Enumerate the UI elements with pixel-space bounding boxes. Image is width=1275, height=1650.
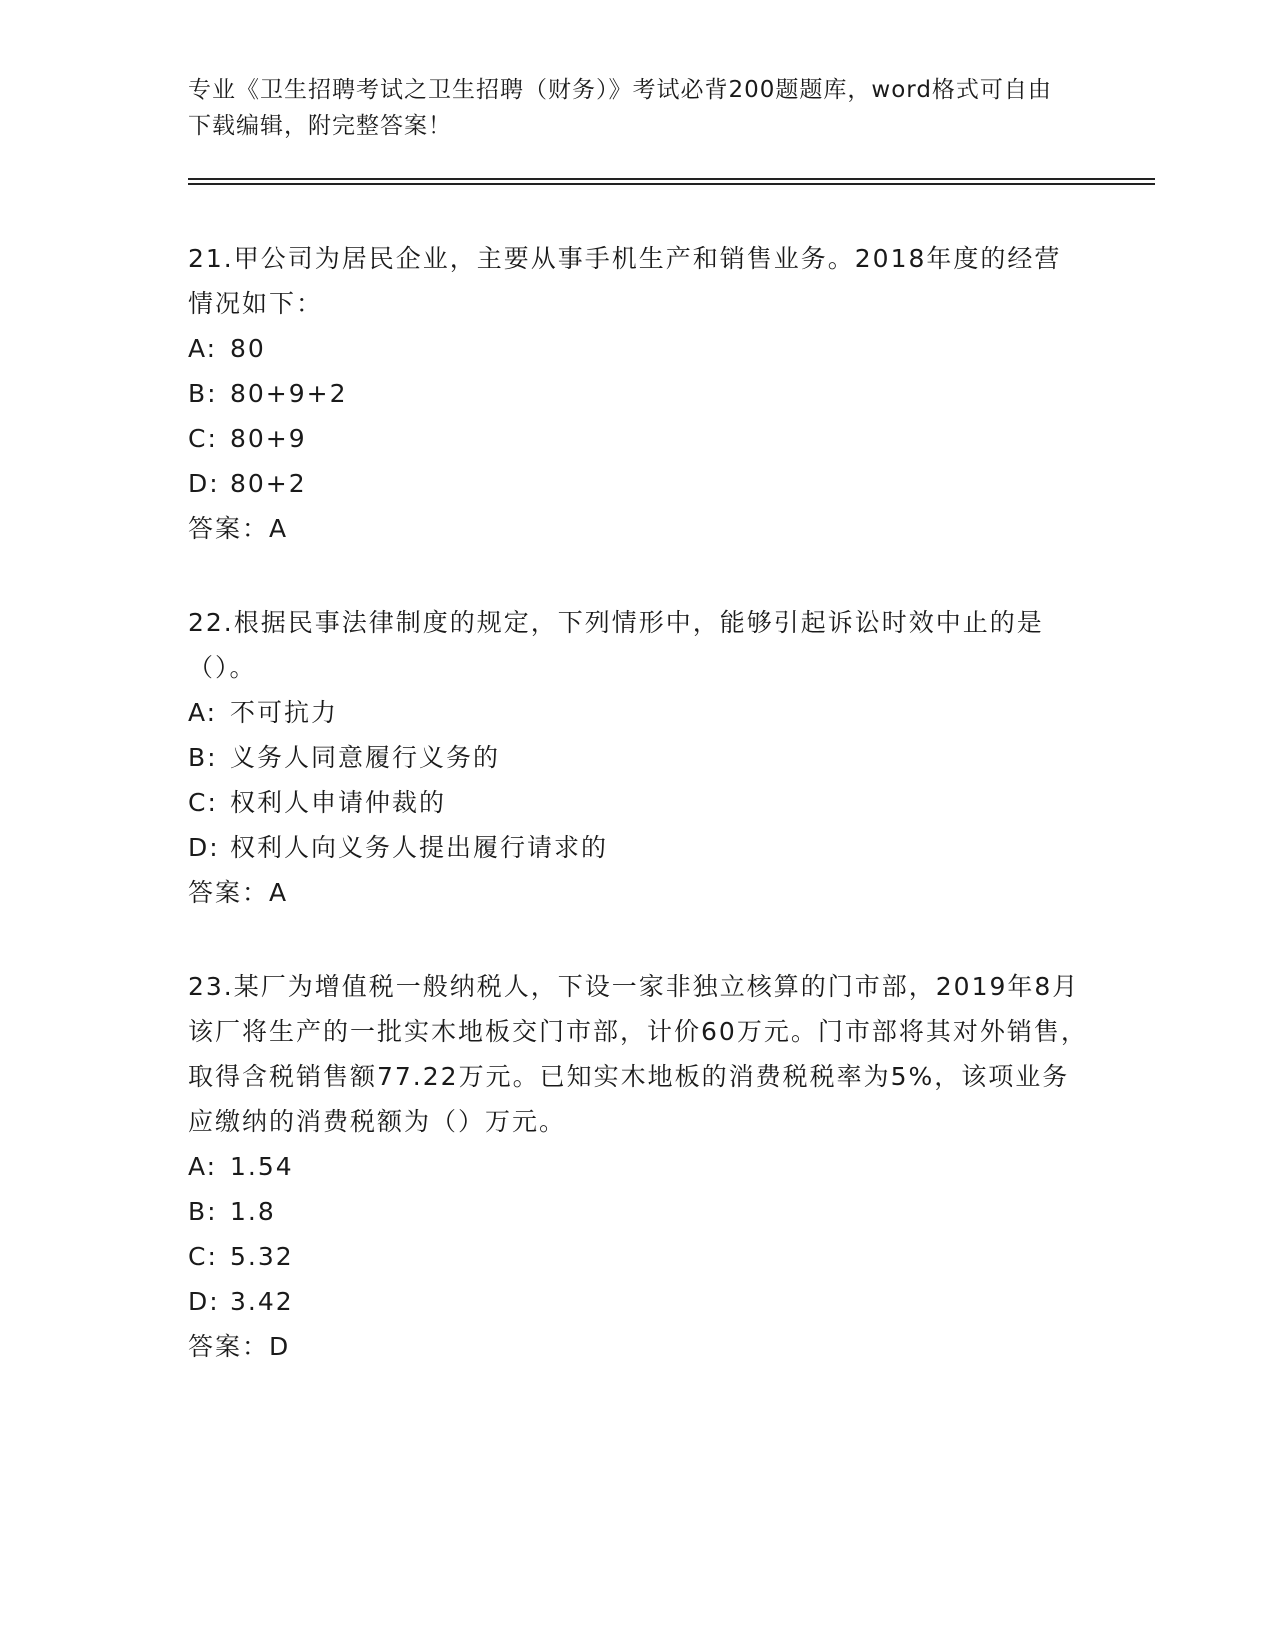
option-text: 80+9+2	[230, 379, 348, 408]
option-a	[188, 690, 1088, 735]
option-d	[188, 461, 1088, 506]
option-c	[188, 416, 1088, 461]
answer-line: 答案：A	[188, 514, 289, 543]
header-divider-bottom	[188, 183, 1155, 185]
option-text: 1.54	[230, 1152, 294, 1181]
option-c	[188, 780, 1088, 825]
question-22	[188, 600, 1088, 915]
option-text: 3.42	[230, 1287, 294, 1316]
option-d	[188, 1279, 1088, 1324]
option-letter: A:	[188, 698, 218, 727]
option-letter: D:	[188, 1287, 220, 1316]
document-header: 专业《卫生招聘考试之卫生招聘（财务）》考试必背200题题库，word格式可自由下载编辑，附完整答案！	[188, 77, 1052, 139]
option-b	[188, 735, 1088, 780]
option-c	[188, 1234, 1088, 1279]
option-d	[188, 825, 1088, 870]
option-b	[188, 371, 1088, 416]
option-letter: C:	[188, 1242, 218, 1271]
question-stem: 22.根据民事法律制度的规定，下列情形中，能够引起诉讼时效中止的是（）。	[188, 608, 1044, 682]
option-letter: D:	[188, 469, 220, 498]
option-letter: B:	[188, 1197, 218, 1226]
answer-line: 答案：D	[188, 1332, 291, 1361]
option-text: 义务人同意履行义务的	[230, 743, 501, 772]
answer-line: 答案：A	[188, 878, 289, 907]
option-text: 80	[230, 334, 266, 363]
option-text: 80+2	[230, 469, 307, 498]
option-letter: B:	[188, 743, 218, 772]
option-a	[188, 326, 1088, 371]
question-23	[188, 964, 1088, 1369]
option-letter: C:	[188, 424, 218, 453]
option-b	[188, 1189, 1088, 1234]
option-letter: C:	[188, 788, 218, 817]
question-stem: 21.甲公司为居民企业，主要从事手机生产和销售业务。2018年度的经营情况如下：	[188, 244, 1062, 318]
option-letter: A:	[188, 1152, 218, 1181]
option-text: 5.32	[230, 1242, 294, 1271]
header-divider-top	[188, 178, 1155, 180]
option-text: 不可抗力	[230, 698, 339, 727]
option-text: 1.8	[230, 1197, 276, 1226]
option-text: 权利人向义务人提出履行请求的	[230, 833, 609, 862]
question-stem: 23.某厂为增值税一般纳税人，下设一家非独立核算的门市部，2019年8月该厂将生产的一批实木地板交门市部，计价60万元。门市部将其对外销售，取得含税销售额77.22万元。已知实木地板的消费税税率为5%，该项业务应缴纳的消费税额为（）万元。	[188, 972, 1088, 1136]
option-text: 权利人申请仲裁的	[230, 788, 447, 817]
option-letter: A:	[188, 334, 218, 363]
option-a	[188, 1144, 1088, 1189]
option-letter: D:	[188, 833, 220, 862]
option-letter: B:	[188, 379, 218, 408]
question-21	[188, 236, 1088, 551]
option-text: 80+9	[230, 424, 307, 453]
